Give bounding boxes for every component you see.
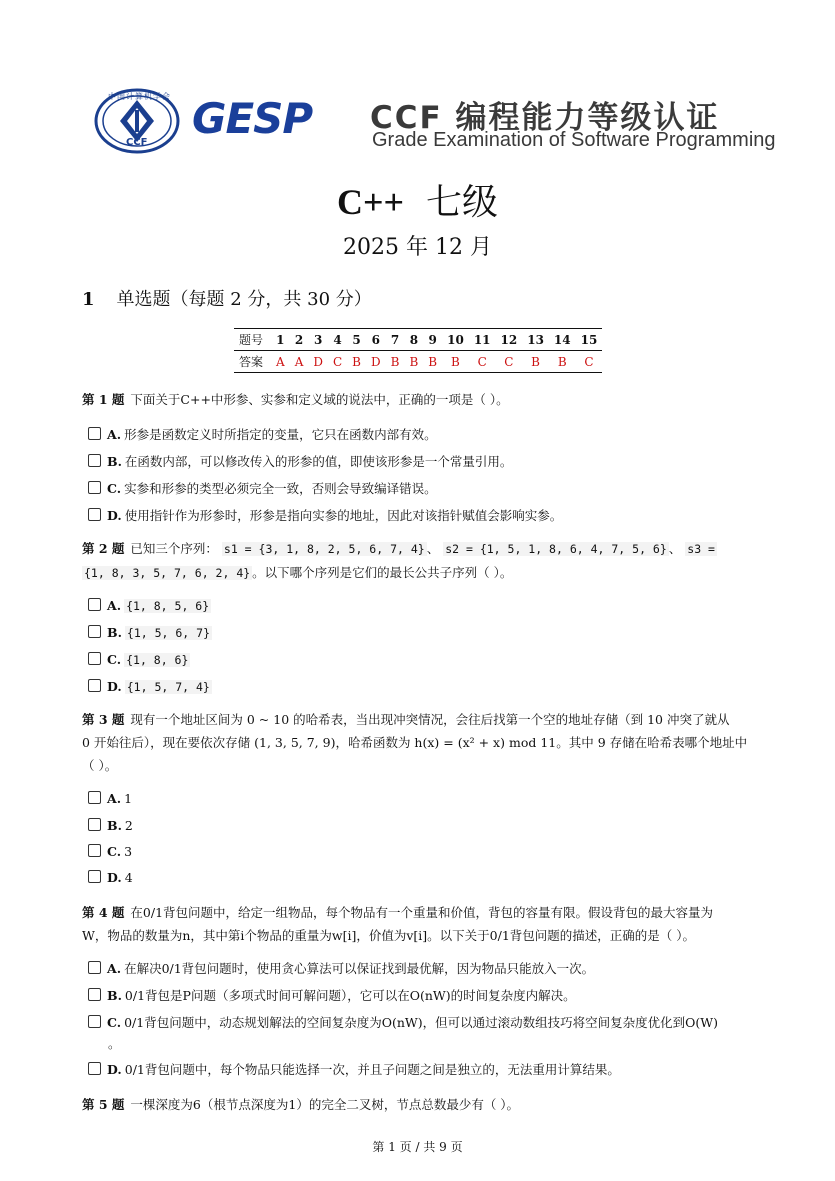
q4-option-b[interactable]	[88, 984, 758, 1008]
checkbox-icon[interactable]	[88, 652, 101, 665]
question-number: 第 5 题	[82, 1097, 125, 1112]
q2-option-c[interactable]	[88, 648, 758, 672]
exam-language: C++	[336, 182, 404, 222]
question-number-cell: 3	[308, 329, 328, 351]
checkbox-icon[interactable]	[88, 791, 101, 804]
q1-option-c[interactable]	[88, 477, 758, 501]
q1-option-d[interactable]	[88, 504, 758, 528]
checkbox-icon[interactable]	[88, 1062, 101, 1075]
section-heading	[82, 285, 372, 311]
answer-cell: C	[328, 351, 347, 373]
checkbox-icon[interactable]	[88, 679, 101, 692]
q4-option-d[interactable]	[88, 1058, 758, 1082]
option-text: {1, 8, 5, 6}	[126, 599, 210, 613]
option-text: 实参和形参的类型必须完全一致，否则会导致编译错误。	[124, 481, 437, 496]
gesp-logo-text: GESP	[192, 94, 313, 143]
answer-cell: C	[576, 351, 603, 373]
answer-cell: B	[404, 351, 423, 373]
option-text: {1, 5, 6, 7}	[126, 626, 211, 640]
answer-cell: C	[496, 351, 523, 373]
code-snippet: s2 = {1, 5, 1, 8, 6, 4, 7, 5, 6}	[445, 542, 667, 556]
option-text: 3	[124, 844, 133, 859]
question-number-cell: 11	[469, 329, 496, 351]
question-number-cell: 12	[496, 329, 523, 351]
q2-option-b[interactable]	[88, 621, 758, 645]
checkbox-icon[interactable]	[88, 961, 101, 974]
code-snippet: {1, 8, 3, 5, 7, 6, 2, 4}	[84, 566, 251, 580]
answer-cell: B	[549, 351, 576, 373]
question-number-cell: 1	[271, 329, 290, 351]
answer-cell: C	[469, 351, 496, 373]
option-label: A.	[107, 427, 122, 442]
question-text: 下面关于C++中形参、实参和定义域的说法中，正确的一项是（ ）。	[130, 392, 509, 407]
question-number-cell: 9	[423, 329, 442, 351]
option-text: {1, 5, 7, 4}	[126, 680, 210, 694]
question-number: 第 2 题	[82, 541, 125, 556]
question-number-cell: 14	[549, 329, 576, 351]
option-text: {1, 8, 6}	[126, 653, 189, 667]
page-header	[94, 88, 776, 158]
answer-table-label: 答案	[234, 351, 271, 373]
option-label: D.	[107, 870, 122, 885]
question-number-cell: 2	[290, 329, 309, 351]
option-label: D.	[107, 1062, 122, 1077]
option-text: 0/1背包是P问题（多项式时间可解问题），它可以在O(nW)的时间复杂度内解决。	[124, 988, 576, 1003]
question-5	[82, 1093, 750, 1116]
question-text-line1: 现有一个地址区间为 0 ~ 10 的哈希表，当出现冲突情况，会往后找第一个空的地址存储（到 10 冲突了就从	[130, 712, 730, 727]
option-label: D.	[107, 679, 122, 694]
option-text: 在函数内部，可以修改传入的形参的值，即使该形参是一个常量引用。	[124, 454, 513, 469]
checkbox-icon[interactable]	[88, 870, 101, 883]
option-label: B.	[107, 454, 122, 469]
checkbox-icon[interactable]	[88, 625, 101, 638]
question-text-line1: 在0/1背包问题中，给定一组物品，每个物品有一个重量和价值，背包的容量有限。假设背包的最大容量为	[130, 905, 714, 920]
option-text: 在解决0/1背包问题时，使用贪心算法可以保证找到最优解，因为物品只能放入一次。	[124, 961, 595, 976]
question-number: 第 4 题	[82, 905, 125, 920]
checkbox-icon[interactable]	[88, 427, 101, 440]
answer-cell: B	[347, 351, 366, 373]
checkbox-icon[interactable]	[88, 481, 101, 494]
checkbox-icon[interactable]	[88, 844, 101, 857]
question-number-cell: 4	[328, 329, 347, 351]
option-text: 0/1背包问题中，动态规划解法的空间复杂度为O(nW)，但可以通过滚动数组技巧将空间复杂度优化到O(W)	[124, 1015, 718, 1030]
question-text: 已知三个序列：	[130, 541, 218, 556]
option-label: C.	[107, 652, 122, 667]
q1-option-b[interactable]	[88, 450, 758, 474]
checkbox-icon[interactable]	[88, 508, 101, 521]
q4-option-c-continuation	[108, 1032, 778, 1056]
option-label: B.	[107, 988, 122, 1003]
question-number: 第 1 题	[82, 392, 125, 407]
answer-table	[234, 328, 602, 373]
option-label: A.	[107, 961, 122, 976]
checkbox-icon[interactable]	[88, 454, 101, 467]
option-label: C.	[107, 1015, 122, 1030]
answer-cell: A	[271, 351, 290, 373]
option-label: C.	[107, 481, 122, 496]
answer-table-answers-row	[234, 351, 602, 373]
question-text-line2: W，物品的数量为n，其中第i个物品的重量为w[i]，价值为v[i]。以下关于0/1背包问题的描述，正确的是（ ）。	[82, 928, 696, 943]
separator: 、	[668, 541, 682, 556]
question-text: 一棵深度为6（根节点深度为1）的完全二叉树，节点总数最少有（ ）。	[130, 1097, 520, 1112]
answer-cell: B	[522, 351, 549, 373]
q1-option-a[interactable]	[88, 423, 758, 447]
option-label: C.	[107, 844, 122, 859]
answer-cell: B	[442, 351, 469, 373]
option-label: D.	[107, 508, 122, 523]
q4-option-a[interactable]	[88, 957, 758, 981]
question-3	[82, 708, 750, 777]
option-label: A.	[107, 791, 122, 806]
checkbox-icon[interactable]	[88, 988, 101, 1001]
answer-cell: B	[386, 351, 405, 373]
question-1	[82, 388, 750, 411]
option-label: B.	[107, 818, 122, 833]
q2-option-d[interactable]	[88, 675, 758, 699]
checkbox-icon[interactable]	[88, 818, 101, 831]
answer-cell: B	[423, 351, 442, 373]
option-text: 0/1背包问题中，每个物品只能选择一次，并且子问题之间是独立的，无法重用计算结果。	[124, 1062, 620, 1077]
checkbox-icon[interactable]	[88, 1015, 101, 1028]
answer-cell: D	[308, 351, 328, 373]
option-text: 4	[124, 870, 133, 885]
q3-option-c[interactable]	[88, 840, 758, 864]
question-text-line2: 0 开始往后），现在要依次存储 (1, 3, 5, 7, 9)，哈希函数为 h(x) = (x² + x) mod 11。其中 9 存储在哈希表哪个地址中	[82, 735, 748, 750]
q3-option-d[interactable]	[88, 866, 758, 890]
ccf-logo-text-bottom: CCF	[126, 137, 148, 148]
question-number-cell: 7	[386, 329, 405, 351]
option-text: 。	[108, 1036, 121, 1051]
option-text: 形参是函数定义时所指定的变量，它只在函数内部有效。	[124, 427, 437, 442]
separator: 、	[426, 541, 440, 556]
gesp-logo	[192, 94, 354, 144]
question-text: 。以下哪个序列是它们的最长公共子序列（ ）。	[252, 565, 513, 580]
answer-table-label: 题号	[234, 329, 271, 351]
exam-level: 七级	[426, 182, 499, 223]
section-number: 1	[82, 289, 95, 310]
q3-option-a[interactable]	[88, 787, 758, 811]
option-label: A.	[107, 598, 122, 613]
q2-option-a[interactable]	[88, 594, 758, 618]
question-number-cell: 5	[347, 329, 366, 351]
option-text: 2	[124, 818, 133, 833]
header-title: CCF 编程能力等级认证	[370, 100, 720, 136]
answer-table-numbers-row	[234, 329, 602, 351]
q3-option-b[interactable]	[88, 814, 758, 838]
question-number: 第 3 题	[82, 712, 125, 727]
exam-date: 2025 年 12 月	[343, 235, 492, 260]
option-label: B.	[107, 625, 122, 640]
question-number-cell: 15	[576, 329, 603, 351]
answer-cell: A	[290, 351, 309, 373]
header-subtitle: Grade Examination of Software Programming	[372, 129, 776, 151]
answer-cell: D	[366, 351, 386, 373]
question-number-cell: 6	[366, 329, 386, 351]
question-4	[82, 901, 750, 947]
question-number-cell: 10	[442, 329, 469, 351]
code-snippet: s1 = {3, 1, 8, 2, 5, 6, 7, 4}	[223, 542, 425, 556]
code-snippet: s3 =	[687, 542, 715, 556]
exam-title	[0, 174, 835, 225]
question-number-cell: 13	[522, 329, 549, 351]
ccf-logo-text-top: 中国计算机学会	[108, 92, 171, 101]
question-2	[82, 537, 750, 585]
question-number-cell: 8	[404, 329, 423, 351]
option-text: 使用指针作为形参时，形参是指向实参的地址，因此对该指针赋值会影响实参。	[124, 508, 563, 523]
section-title: 单选题（每题 2 分，共 30 分）	[116, 289, 372, 310]
page-footer: 第 1 页 / 共 9 页	[372, 1140, 463, 1154]
option-text: 1	[124, 791, 133, 806]
question-text-line3: （ ）。	[82, 758, 118, 773]
checkbox-icon[interactable]	[88, 598, 101, 611]
